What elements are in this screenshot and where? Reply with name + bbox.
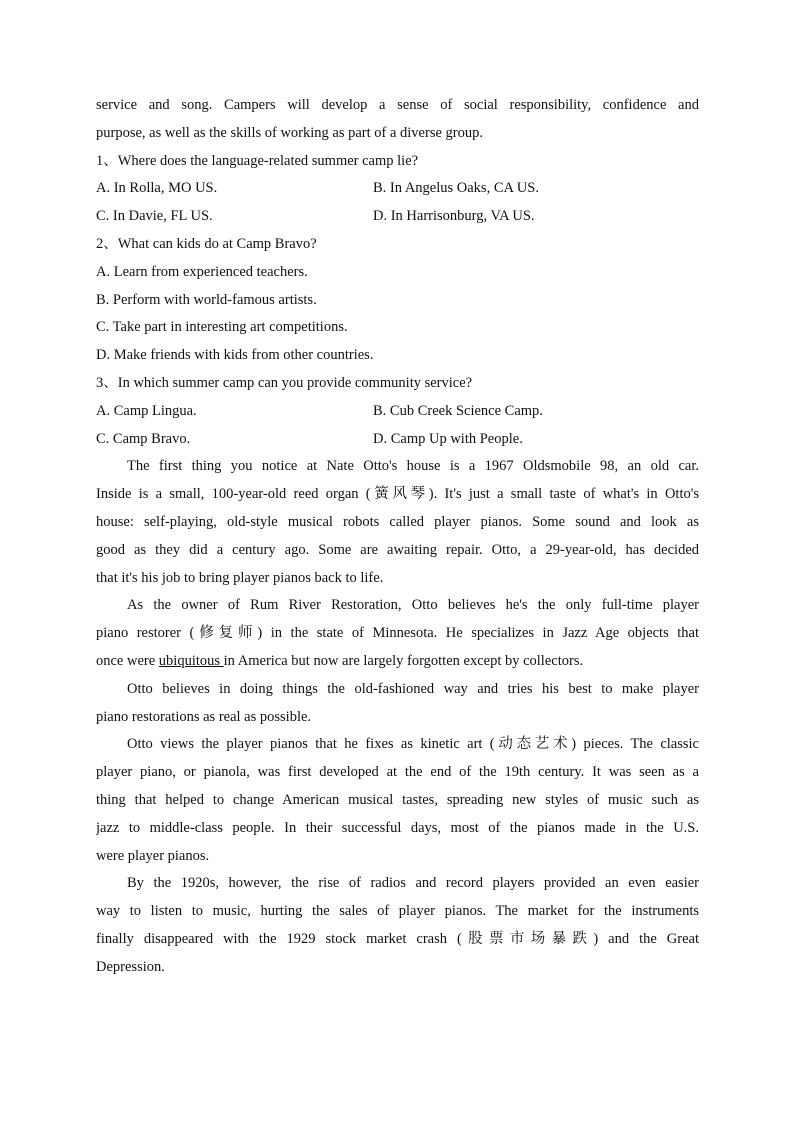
text-line: house: self-playing, old-style musical robots called player pianos. Some sound and look as: [96, 513, 699, 530]
option-b: B. Perform with world-famous artists.: [96, 291, 317, 308]
text-line: As the owner of Rum River Restoration, Otto believes he's the only full-time player: [127, 597, 699, 614]
text-segment: in America but now are largely forgotten except by collectors.: [223, 652, 584, 669]
text-line: were player pianos.: [96, 847, 210, 864]
text-line: way to listen to music, hurting the sales of player pianos. The market for the instruments: [96, 903, 699, 920]
text-line: good as they did a century ago. Some are awaiting repair. Otto, a 29-year-old, has decided: [96, 541, 699, 558]
text-line: Depression.: [96, 958, 165, 975]
passage-paragraph-4: [96, 731, 699, 870]
document-page: [96, 92, 699, 982]
options-row: [96, 426, 699, 454]
text-line: thing that helped to change American musical tastes, spreading new styles of music such as: [96, 791, 699, 808]
options-row: [96, 398, 699, 426]
text-line: By the 1920s, however, the rise of radios and record players provided an even easier: [127, 875, 699, 892]
text-line: jazz to middle-class people. In their successful days, most of the pianos made in the U.S.: [96, 819, 699, 836]
question-stem: 3、In which summer camp can you provide community service?: [96, 374, 473, 391]
option-c: C. Take part in interesting art competitions.: [96, 319, 348, 336]
option-d: D. Make friends with kids from other countries.: [96, 347, 374, 364]
text-line: piano restorer (修复师) in the state of Minnesota. He specializes in Jazz Age objects that: [96, 625, 699, 642]
text-line: The first thing you notice at Nate Otto's house is a 1967 Oldsmobile 98, an old car.: [127, 458, 699, 475]
text-segment: once were: [96, 652, 159, 669]
question-stem: 1、Where does the language-related summer camp lie?: [96, 152, 419, 169]
option-d: D. Camp Up with People.: [373, 430, 523, 447]
question-2: [96, 231, 699, 370]
question-stem: 2、What can kids do at Camp Bravo?: [96, 235, 317, 252]
passage-paragraph-2: [96, 592, 699, 675]
intro-paragraph: [96, 92, 699, 148]
text-line: piano restorations as real as possible.: [96, 708, 312, 725]
option-a: A. Learn from experienced teachers.: [96, 263, 308, 280]
text-line: player piano, or pianola, was first developed at the end of the 19th century. It was seen as a: [96, 764, 699, 781]
passage-paragraph-1: [96, 453, 699, 592]
option-d: D. In Harrisonburg, VA US.: [373, 208, 535, 225]
option-c: C. In Davie, FL US.: [96, 208, 213, 225]
question-1: [96, 148, 699, 231]
text-line: finally disappeared with the 1929 stock market crash (股票市场暴跌) and the Great: [96, 930, 699, 947]
option-b: B. In Angelus Oaks, CA US.: [373, 180, 539, 197]
text-line: purpose, as well as the skills of working as part of a diverse group.: [96, 124, 483, 141]
text-line: Otto views the player pianos that he fixes as kinetic art (动态艺术) pieces. The classic: [127, 736, 699, 753]
text-line: Otto believes in doing things the old-fashioned way and tries his best to make player: [127, 680, 699, 697]
options-row: [96, 175, 699, 203]
underlined-word: ubiquitous: [158, 652, 224, 669]
option-a: A. In Rolla, MO US.: [96, 180, 218, 197]
passage-paragraph-3: [96, 676, 699, 732]
options-row: [96, 203, 699, 231]
option-c: C. Camp Bravo.: [96, 430, 191, 447]
text-line: [96, 648, 699, 676]
question-3: [96, 370, 699, 453]
passage-paragraph-5: [96, 870, 699, 981]
text-line: that it's his job to bring player pianos back to life.: [96, 569, 384, 586]
option-b: B. Cub Creek Science Camp.: [373, 402, 543, 419]
text-line: service and song. Campers will develop a sense of social responsibility, confidence and: [96, 97, 699, 113]
text-line: Inside is a small, 100-year-old reed organ (簧风琴). It's just a small taste of what's in Otto's: [96, 486, 699, 503]
option-a: A. Camp Lingua.: [96, 402, 197, 419]
